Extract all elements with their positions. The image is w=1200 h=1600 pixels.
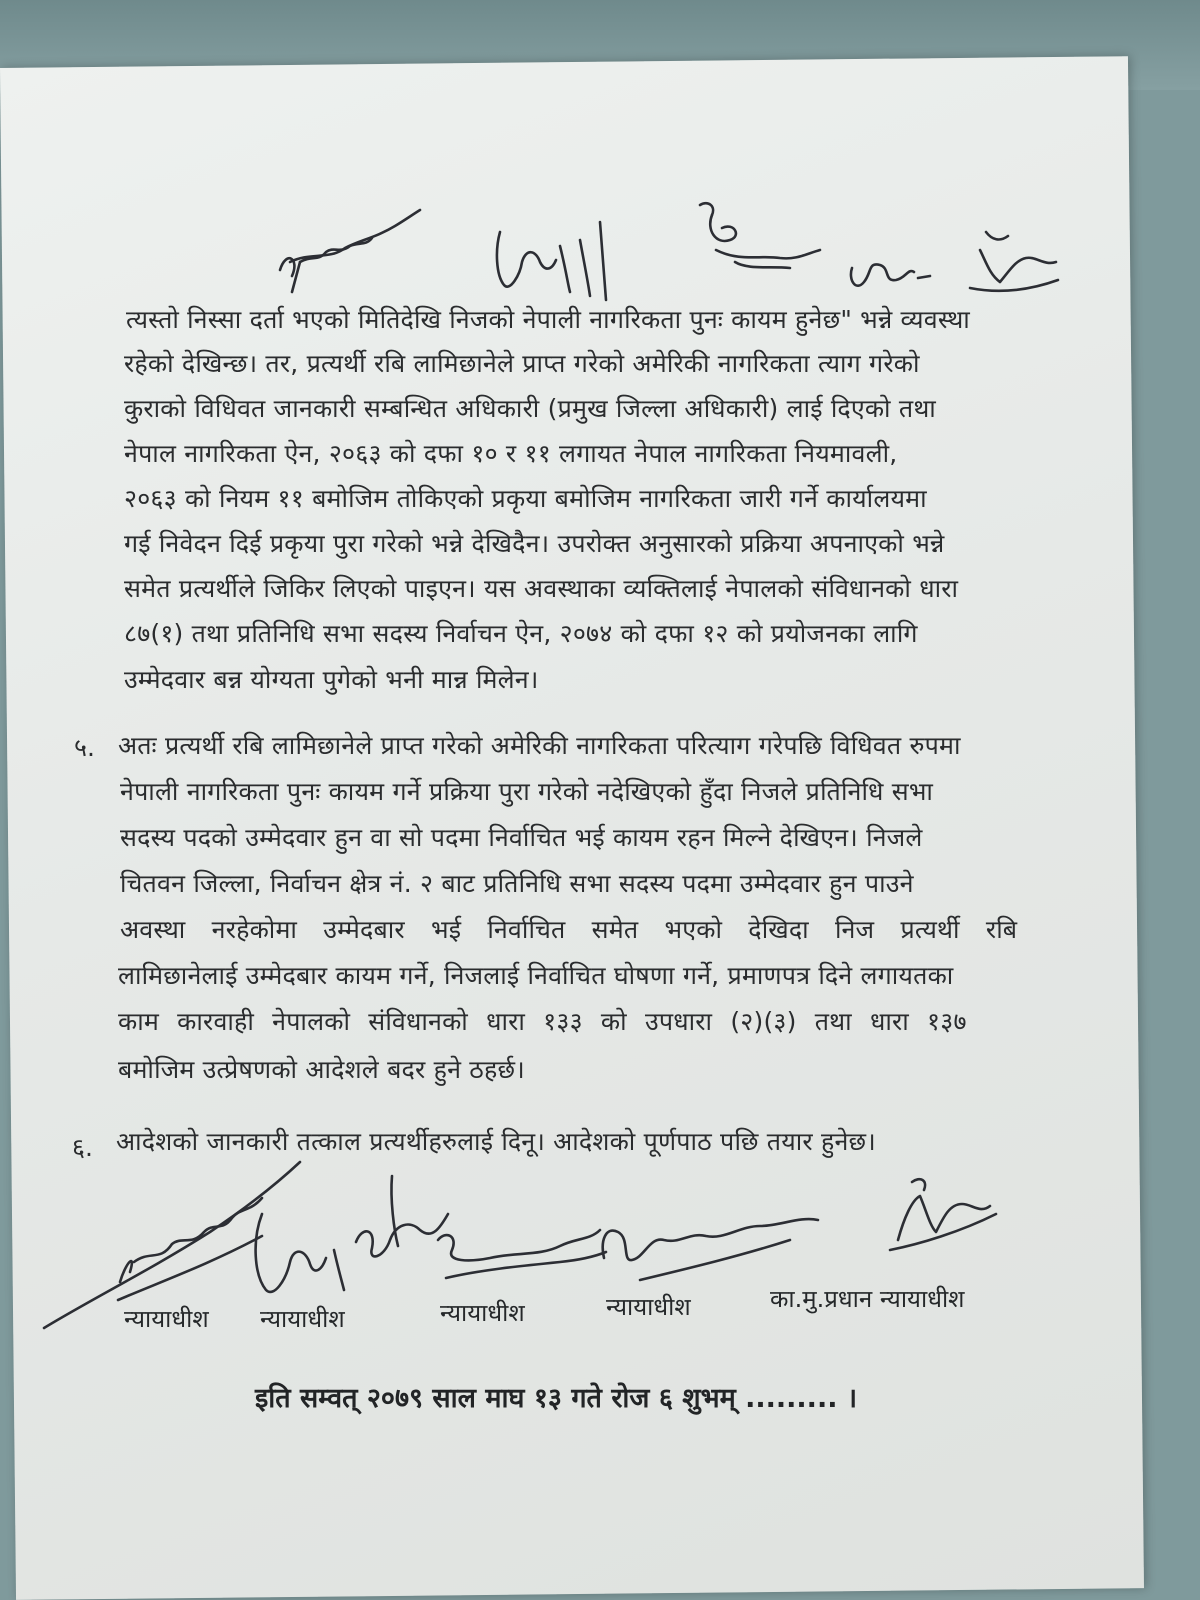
- paragraph-5-line-5: अवस्था नरहेकोमा उम्मेदबार भई निर्वाचित समेत भएको देखिदा निज प्रत्यर्थी रबि: [120, 915, 1018, 944]
- signatory-title-3: न्यायाधीश: [440, 1299, 525, 1327]
- paragraph-6-number: ६.: [72, 1133, 93, 1162]
- paragraph-5-line-2: नेपाली नागरिकता पुनः कायम गर्ने प्रक्रिया पुरा गरेको नदेखिएको हुँदा निजले प्रतिनिधि सभा: [120, 777, 934, 806]
- paragraph-5-line-1: अतः प्रत्यर्थी रबि लामिछानेले प्राप्त गरेको अमेरिकी नागरिकता परित्याग गरेपछि विधिवत रुपमा: [118, 731, 961, 760]
- signature-3-bottom: [438, 1230, 606, 1278]
- signature-5-bottom: [890, 1179, 996, 1250]
- paragraph-4-line-5: २०६३ को नियम ११ बमोजिम तोकिएको प्रकृया बमोजिम नागरिकता जारी गर्ने कार्यालयमा: [124, 484, 927, 513]
- paragraph-4-line-2: रहेको देखिन्छ। तर, प्रत्यर्थी रबि लामिछानेले प्राप्त गरेको अमेरिकी नागरिकता त्याग गरेको: [124, 349, 920, 378]
- date-line: इति सम्वत् २०७९ साल माघ १३ गते रोज ६ शुभम् ......... ।: [255, 1383, 858, 1414]
- paragraph-5-line-6: लामिछानेलाई उम्मेदबार कायम गर्ने, निजलाई निर्वाचित घोषणा गर्ने, प्रमाणपत्र दिने लगायतका: [118, 961, 954, 990]
- signature-4-bottom: [603, 1219, 818, 1280]
- paragraph-6-line: आदेशको जानकारी तत्काल प्रत्यर्थीहरुलाई दिनू। आदेशको पूर्णपाठ पछि तयार हुनेछ।: [116, 1127, 876, 1156]
- paragraph-4-line-1: त्यस्तो निस्सा दर्ता भएको मितिदेखि निजको नेपाली नागरिकता पुनः कायम हुनेछ" भन्ने व्यवस्था: [126, 305, 970, 334]
- signatory-title-1: न्यायाधीश: [124, 1305, 209, 1333]
- paragraph-5-line-7: काम कारवाही नेपालको संविधानको धारा १३३ को उपधारा (२)(३) तथा धारा १३७: [118, 1007, 967, 1036]
- paragraph-4-line-6: गई निवेदन दिई प्रकृया पुरा गरेको भन्ने देखिदैन। उपरोक्त अनुसारको प्रक्रिया अपनाएको भन्ने: [124, 529, 945, 558]
- paragraph-5-line-3: सदस्य पदको उम्मेदवार हुन वा सो पदमा निर्वाचित भई कायम रहन मिल्ने देखिएन। निजले: [120, 823, 923, 852]
- paragraph-4-line-7: समेत प्रत्यर्थीले जिकिर लिएको पाइएन। यस अवस्थाका व्यक्तिलाई नेपालको संविधानको धारा: [124, 574, 959, 603]
- paragraph-4-line-3: कुराको विधिवत जानकारी सम्बन्धित अधिकारी (प्रमुख जिल्ला अधिकारी) लाई दिएको तथा: [124, 394, 936, 423]
- signatory-title-4: न्यायाधीश: [606, 1293, 691, 1321]
- paragraph-4-line-8: ८७(१) तथा प्रतिनिधि सभा सदस्य निर्वाचन ऐन, २०७४ को दफा १२ को प्रयोजनका लागि: [124, 619, 918, 648]
- paragraph-5-number: ५.: [74, 733, 95, 762]
- paragraph-4-line-9: उम्मेदवार बन्न योग्यता पुगेको भनी मान्न मिलेन।: [124, 665, 539, 694]
- paragraph-5-line-4: चितवन जिल्ला, निर्वाचन क्षेत्र नं. २ बाट प्रतिनिधि सभा सदस्य पदमा उम्मेदवार हुन पाउने: [120, 869, 914, 898]
- signatory-title-2: न्यायाधीश: [260, 1305, 345, 1333]
- paragraph-5-line-8: बमोजिम उत्प्रेषणको आदेशले बदर हुने ठहर्छ।: [118, 1055, 525, 1084]
- signature-2-bottom: [256, 1176, 448, 1292]
- signatory-title-5: का.मु.प्रधान न्यायाधीश: [770, 1285, 965, 1313]
- paragraph-4-line-4: नेपाल नागरिकता ऐन, २०६३ को दफा १० र ११ लगायत नेपाल नागरिकता नियमावली,: [124, 439, 898, 468]
